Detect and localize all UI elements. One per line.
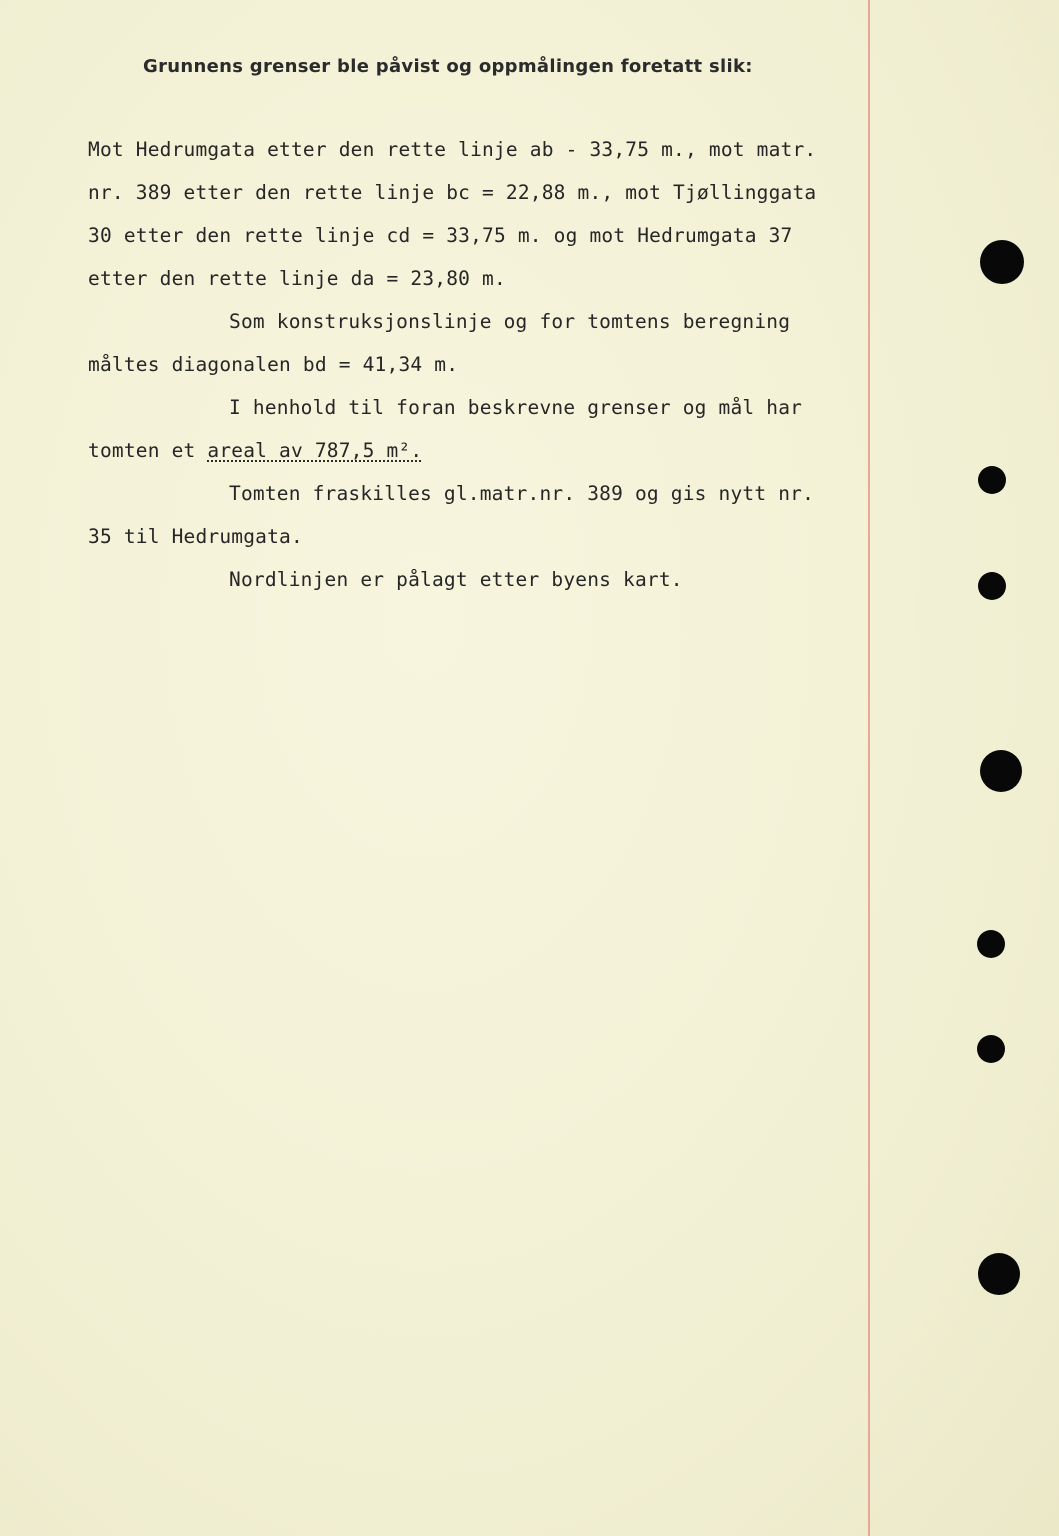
binder-hole-7: [978, 1253, 1020, 1295]
text-line-6: måltes diagonalen bd = 41,34 m.: [88, 353, 459, 376]
binder-hole-2: [978, 466, 1006, 494]
text-line-10: Nordlinjen er pålagt etter byens kart.: [229, 568, 683, 591]
area-value: areal av 787,5 m².: [207, 439, 423, 462]
text-line-9: 35 til Hedrumgata.: [88, 525, 303, 548]
text-line-4: etter den rette linje da = 23,80 m.: [88, 267, 506, 290]
area-line: [88, 439, 422, 462]
text-line-3: 30 etter den rette linje cd = 33,75 m. og mot Hedrumgata 37: [88, 224, 793, 247]
text-line-8: Tomten fraskilles gl.matr.nr. 389 og gis nytt nr.: [229, 482, 815, 505]
binder-hole-4: [980, 750, 1022, 792]
binder-hole-1: [980, 240, 1024, 284]
text-line-5: Som konstruksjonslinje og for tomtens beregning: [229, 310, 791, 333]
binder-hole-6: [977, 1035, 1005, 1063]
binder-hole-3: [978, 572, 1006, 600]
binder-hole-5: [977, 930, 1005, 958]
area-line-prefix: tomten et: [88, 439, 208, 462]
text-line-7: I henhold til foran beskrevne grenser og mål har: [229, 396, 803, 419]
text-line-1: Mot Hedrumgata etter den rette linje ab - 33,75 m., mot matr.: [88, 138, 817, 161]
text-line-2: nr. 389 etter den rette linje bc = 22,88 m., mot Tjøllinggata: [88, 181, 817, 204]
document-header: Grunnens grenser ble påvist og oppmålingen foretatt slik:: [143, 56, 753, 77]
margin-line: [868, 0, 870, 1536]
